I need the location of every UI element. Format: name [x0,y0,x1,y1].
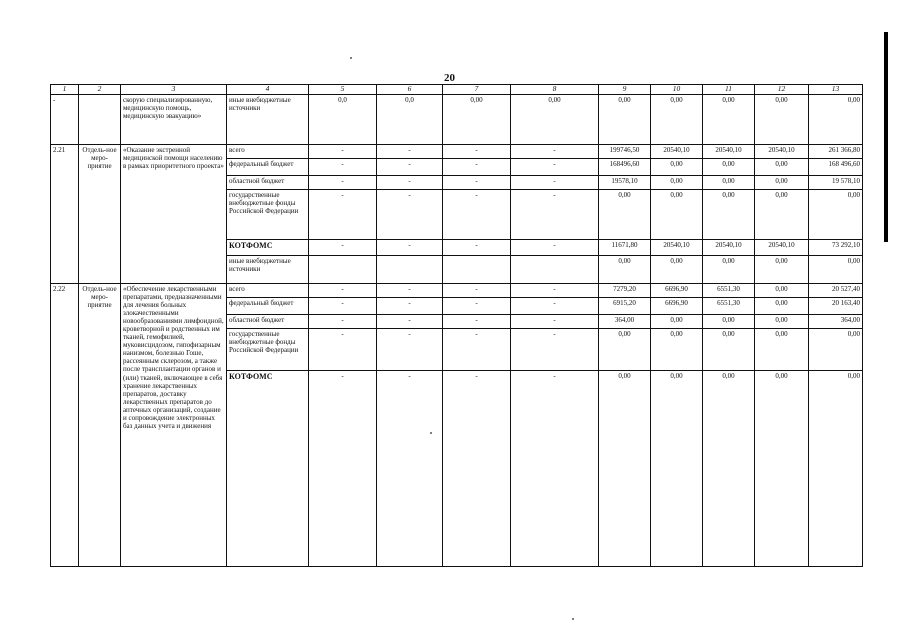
value-cell: 6696,90 [651,284,703,298]
value-cell: 0,00 [809,190,863,240]
column-number: 8 [511,85,599,95]
funding-source: федеральный бюджет [227,159,309,176]
funding-source: государственные внебюджетные фонды Российской Федерации [227,190,309,240]
value-cell: - [377,190,443,240]
funding-source: КОТФОМС [227,371,309,567]
value-cell: 19 578,10 [809,176,863,190]
value-cell: - [309,298,377,315]
value-cell [309,256,377,284]
value-cell: 0,0 [377,95,443,145]
value-cell: 20540,10 [755,240,809,256]
value-cell: 0,00 [651,159,703,176]
value-cell: 20540,10 [703,145,755,159]
measure-name: «Обеспечение лекарственными препаратами, предназначенными для лечения больных злокачественными новообразованиями лимфоидной, кроветворной и родственных им тканей, гемофилией, муковисцидозом, гипофизарным нанизмом, болезнью Гоше, рассеянным склерозом, а также после трансплантации органов и (или) тканей, включающее в себя хранение лекарственных препаратов, доставку лекарственных препаратов до аптечных организаций, создание и сопровождение электронных баз данных учета и движения [121,284,227,567]
value-cell: 19578,10 [599,176,651,190]
value-cell: - [377,298,443,315]
value-cell: 0,00 [703,371,755,567]
funding-source: областной бюджет [227,176,309,190]
funding-source: областной бюджет [227,315,309,329]
value-cell: 0,00 [755,284,809,298]
value-cell: 20540,10 [703,240,755,256]
value-cell: 73 292,10 [809,240,863,256]
value-cell: 6915,20 [599,298,651,315]
value-cell: 0,00 [809,329,863,371]
column-number: 12 [755,85,809,95]
value-cell: 0,00 [755,256,809,284]
value-cell: 0,00 [703,190,755,240]
value-cell [511,256,599,284]
column-number: 11 [703,85,755,95]
row-number: 2.22 [51,284,79,567]
value-cell: - [377,284,443,298]
value-cell: - [377,176,443,190]
value-cell: 0,00 [755,329,809,371]
value-cell: 364,00 [809,315,863,329]
value-cell: - [377,329,443,371]
funding-source: иные внебюджетные источники [227,95,309,145]
value-cell: 261 366,80 [809,145,863,159]
value-cell: 0,00 [755,159,809,176]
scan-speck [572,618,574,620]
value-cell: 0,00 [703,315,755,329]
value-cell: 0,00 [599,256,651,284]
value-cell: - [309,371,377,567]
value-cell: 0,00 [651,190,703,240]
value-cell: - [309,240,377,256]
value-cell: 6551,30 [703,298,755,315]
value-cell: - [511,190,599,240]
value-cell: 20 163,40 [809,298,863,315]
value-cell: 0,00 [755,371,809,567]
value-cell: 199746,50 [599,145,651,159]
table-row [51,145,863,159]
value-cell: - [377,371,443,567]
measure-type: Отдель-ное меро-приятие [79,284,121,567]
table-row [51,284,863,298]
value-cell: 0,00 [599,95,651,145]
value-cell: - [377,315,443,329]
value-cell: 6696,90 [651,298,703,315]
value-cell: 0,00 [599,190,651,240]
value-cell: 0,00 [651,176,703,190]
value-cell: 20540,10 [651,240,703,256]
column-number: 3 [121,85,227,95]
value-cell: 0,00 [443,95,511,145]
value-cell: - [309,284,377,298]
value-cell: 0,00 [703,256,755,284]
column-number: 13 [809,85,863,95]
value-cell: - [511,329,599,371]
value-cell: 0,00 [755,190,809,240]
binding-edge-mark [884,32,888,242]
value-cell: 0,00 [651,329,703,371]
value-cell: 7279,20 [599,284,651,298]
value-cell: - [511,145,599,159]
value-cell: 0,00 [703,159,755,176]
funding-source: федеральный бюджет [227,298,309,315]
funding-source: иные внебюджетные источники [227,256,309,284]
value-cell: - [443,190,511,240]
value-cell: 0,00 [809,371,863,567]
funding-source: государственные внебюджетные фонды Российской Федерации [227,329,309,371]
value-cell: - [443,145,511,159]
column-number: 7 [443,85,511,95]
value-cell: - [511,298,599,315]
value-cell: 0,00 [651,95,703,145]
value-cell: 0,00 [703,176,755,190]
value-cell: - [443,371,511,567]
value-cell: 168496,60 [599,159,651,176]
value-cell: 0,00 [755,298,809,315]
value-cell: 0,00 [755,95,809,145]
scan-speck [350,57,352,59]
value-cell: 0,00 [511,95,599,145]
value-cell: 0,00 [809,256,863,284]
row-number: 2.21 [51,145,79,284]
value-cell: - [443,240,511,256]
funding-source: всего [227,284,309,298]
value-cell [377,256,443,284]
program-financing-table [50,84,863,567]
column-number: 4 [227,85,309,95]
value-cell: 0,00 [599,371,651,567]
value-cell: - [443,284,511,298]
value-cell: 0,0 [309,95,377,145]
measure-type: Отдель-ное меро-приятие [79,145,121,284]
value-cell: 20540,10 [651,145,703,159]
column-number: 9 [599,85,651,95]
value-cell [443,256,511,284]
value-cell: - [309,145,377,159]
value-cell: 0,00 [755,315,809,329]
value-cell: - [443,159,511,176]
value-cell: - [511,176,599,190]
value-cell: 0,00 [703,95,755,145]
column-number-row [51,85,863,95]
column-number: 1 [51,85,79,95]
table-row [51,95,863,145]
value-cell: - [511,315,599,329]
value-cell: - [309,329,377,371]
value-cell: 0,00 [703,329,755,371]
measure-name: скорую специализированную, медицинскую помощь, медицинскую эвакуацию» [121,95,227,145]
value-cell: - [443,315,511,329]
value-cell: - [309,159,377,176]
value-cell: 0,00 [599,329,651,371]
value-cell: - [309,315,377,329]
value-cell: 0,00 [651,315,703,329]
value-cell: 0,00 [651,256,703,284]
value-cell: - [377,240,443,256]
value-cell: - [443,176,511,190]
value-cell: 20540,10 [755,145,809,159]
value-cell: 0,00 [651,371,703,567]
column-number: 5 [309,85,377,95]
value-cell: 11671,80 [599,240,651,256]
value-cell: - [377,159,443,176]
value-cell: - [443,329,511,371]
value-cell: - [511,159,599,176]
column-number: 10 [651,85,703,95]
value-cell: - [377,145,443,159]
page-number: 20 [444,72,455,84]
value-cell: - [443,298,511,315]
value-cell: - [511,371,599,567]
value-cell: 364,00 [599,315,651,329]
value-cell: - [309,176,377,190]
value-cell: 20 527,40 [809,284,863,298]
value-cell: - [511,240,599,256]
column-number: 6 [377,85,443,95]
measure-name: «Оказание экстренной медицинской помощи населению в рамках приоритетного проекта» [121,145,227,284]
measure-type [79,95,121,145]
row-number: - [51,95,79,145]
value-cell: 168 496,60 [809,159,863,176]
value-cell: - [309,190,377,240]
value-cell: - [511,284,599,298]
value-cell: 0,00 [809,95,863,145]
value-cell: 0,00 [755,176,809,190]
funding-source: КОТФОМС [227,240,309,256]
column-number: 2 [79,85,121,95]
funding-source: всего [227,145,309,159]
value-cell: 6551,30 [703,284,755,298]
